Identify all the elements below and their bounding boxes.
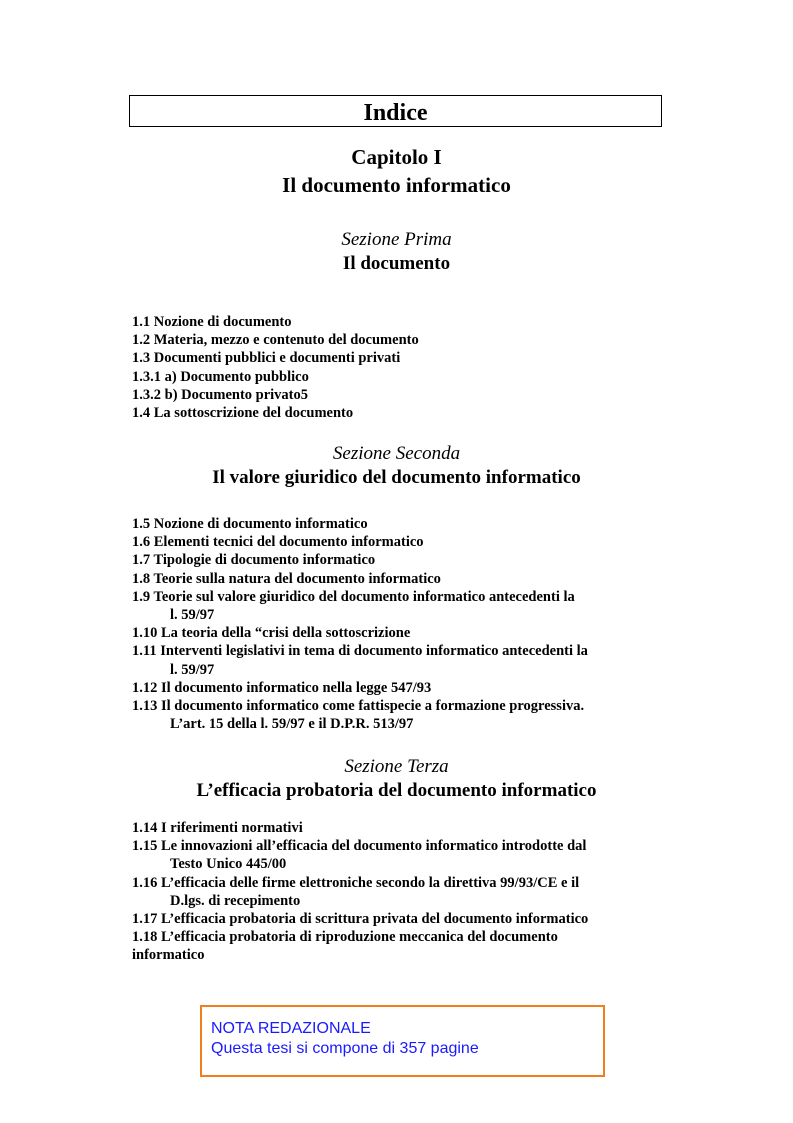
section-1-heading (0, 228, 793, 276)
section-3-toc (132, 819, 652, 965)
toc-item[interactable]: 1.6 Elementi tecnici del documento informatico (132, 534, 424, 551)
section-3-heading (0, 755, 793, 803)
section-label: Sezione Seconda (332, 443, 461, 464)
section-title: Il documento (342, 253, 451, 274)
section-title: Il valore giuridico del documento informatico (212, 467, 581, 488)
toc-item[interactable]: 1.7 Tipologie di documento informatico (132, 552, 376, 569)
toc-item[interactable]: 1.2 Materia, mezzo e contenuto del documento (132, 332, 419, 349)
toc-item[interactable]: 1.5 Nozione di documento informatico (132, 516, 368, 532)
toc-item-continuation[interactable]: l. 59/97 (170, 661, 215, 678)
toc-item[interactable]: 1.1 Nozione di documento (132, 314, 292, 330)
section-1-toc (132, 313, 652, 422)
toc-item[interactable]: 1.9 Teorie sul valore giuridico del documento informatico antecedenti la (132, 588, 575, 605)
toc-item[interactable]: 1.10 La teoria della “crisi della sottoscrizione (132, 625, 411, 642)
toc-item[interactable]: 1.16 L’efficacia delle firme elettroniche secondo la direttiva 99/93/CE e il (132, 874, 580, 891)
toc-item[interactable]: 1.15 Le innovazioni all’efficacia del documento informatico introdotte dal (132, 838, 587, 855)
chapter-number: Capitolo I (351, 145, 442, 169)
section-title: L’efficacia probatoria del documento informatico (196, 780, 597, 801)
toc-item[interactable]: 1.14 I riferimenti normativi (132, 820, 303, 836)
toc-item[interactable]: 1.3.1 a) Documento pubblico (132, 368, 309, 385)
section-2-heading (0, 442, 793, 490)
toc-item-continuation[interactable]: D.lgs. di recepimento (170, 892, 301, 909)
section-label: Sezione Prima (341, 229, 452, 250)
toc-item-continuation[interactable]: informatico (132, 947, 205, 964)
section-2-toc (132, 515, 652, 733)
toc-item-continuation[interactable]: Testo Unico 445/00 (170, 856, 287, 873)
toc-item-continuation[interactable]: L’art. 15 della l. 59/97 e il D.P.R. 513/97 (170, 716, 414, 733)
toc-item[interactable]: 1.18 L’efficacia probatoria di riproduzione meccanica del documento (132, 929, 558, 946)
index-title: Indice (129, 95, 662, 127)
section-label: Sezione Terza (344, 756, 449, 777)
toc-item[interactable]: 1.3 Documenti pubblici e documenti privati (132, 350, 401, 367)
chapter-title: Il documento informatico (282, 173, 511, 197)
toc-item[interactable]: 1.17 L’efficacia probatoria di scrittura privata del documento informatico (132, 911, 589, 928)
toc-item[interactable]: 1.11 Interventi legislativi in tema di documento informatico antecedenti la (132, 643, 588, 660)
note-text: Questa tesi si compone di 357 pagine (211, 1040, 479, 1057)
toc-item[interactable]: 1.13 Il documento informatico come fattispecie a formazione progressiva. (132, 698, 585, 715)
editorial-note (200, 1005, 605, 1077)
toc-item[interactable]: 1.3.2 b) Documento privato5 (132, 386, 309, 403)
note-heading: NOTA REDAZIONALE (211, 1020, 371, 1037)
toc-item-continuation[interactable]: l. 59/97 (170, 607, 215, 624)
toc-item[interactable]: 1.4 La sottoscrizione del documento (132, 405, 354, 422)
toc-item[interactable]: 1.12 Il documento informatico nella legge 547/93 (132, 679, 432, 696)
chapter-heading (0, 143, 793, 199)
toc-item[interactable]: 1.8 Teorie sulla natura del documento informatico (132, 570, 441, 587)
